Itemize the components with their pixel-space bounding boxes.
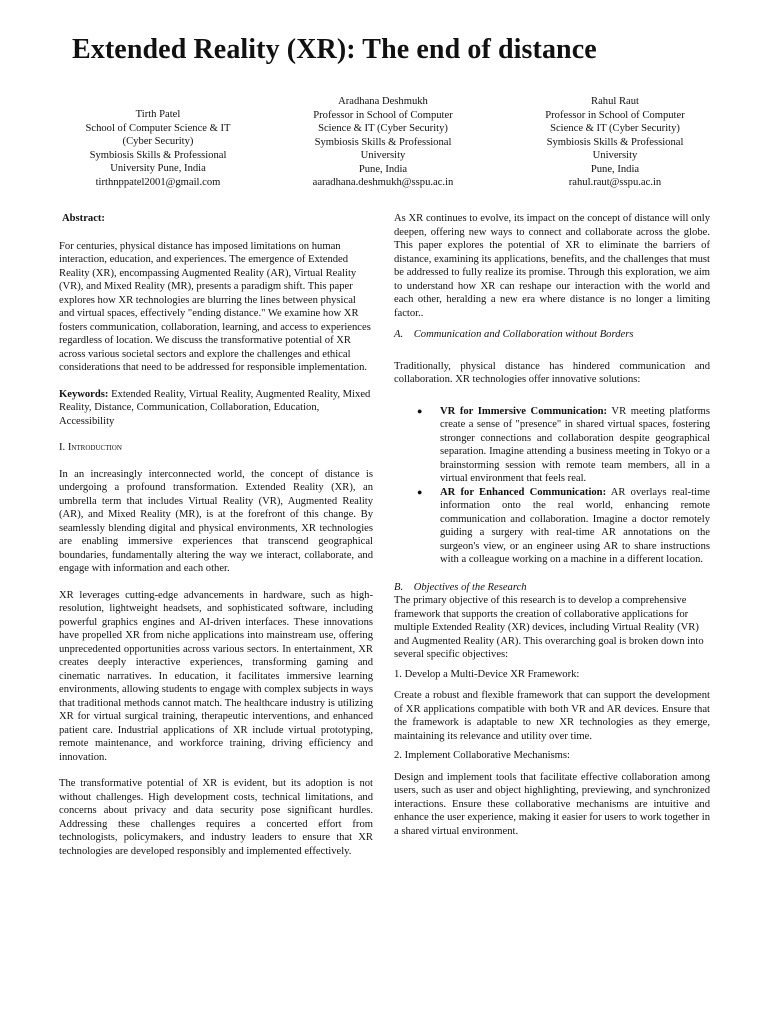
author-email: rahul.raut@sspu.ac.in: [568, 177, 662, 188]
list-item: [394, 405, 710, 486]
author-block-1: [58, 108, 258, 189]
section-heading-introduction: [59, 441, 373, 455]
list-item: [394, 486, 710, 567]
subsection-heading-b: B. Objectives of the Research: [394, 581, 527, 593]
bullet-title: VR for Immersive Communication:: [440, 405, 608, 417]
right-paragraph-2: Traditionally, physical distance has hindered communication and collaboration. XR technologies offer innovative solutions:: [394, 360, 710, 385]
objective-2-heading: 2. Implement Collaborative Mechanisms:: [394, 750, 570, 761]
author-affiliation-line: Pune, India: [358, 163, 408, 175]
bullet-icon: ●: [417, 405, 423, 416]
abstract-heading: Abstract:: [62, 213, 105, 224]
intro-paragraph-3: The transformative potential of XR is evident, but its adoption is not without challenges. High development costs, technical limitations, and concerns about privacy and data security pose significant hurdles. Addressing these challenges requires a concerted effort from technologists, policymakers, and industry leaders to ensure that XR technologies are developed responsibly and implemented effectively.: [59, 778, 373, 857]
author-block-3: [515, 95, 715, 190]
section-title: Introduction: [67, 442, 122, 453]
author-affiliation-line: Science & IT (Cyber Security): [318, 123, 448, 134]
keywords: [59, 388, 373, 429]
author-affiliation-line: Symbiosis Skills & Professional: [546, 136, 684, 148]
section-number: I.: [59, 442, 68, 453]
bullet-text: AR overlays real-time information onto the real world, enhancing remote communication and collaboration. Imagine a doctor remotely guiding a surgery with real-time AR annotations on the surgeon's view, or an engineer using AR to share instructions with a colleague working on a machine in a different location.: [440, 486, 710, 565]
intro-paragraph-1: In an increasingly interconnected world, the concept of distance is undergoing a profound transformation. Extended Reality (XR), an umbrella term that includes Virtual Reality (VR), Augmented Reality (AR), and Mixed Reality (MR), is at the forefront of this change. By seamlessly blending digital and physical environments, XR technologies are enabling immersive experiences that transcend geographical boundaries, fundamentally altering the way we interact, collaborate, and engage with information and each other.: [59, 468, 373, 574]
keywords-label: Keywords:: [59, 388, 109, 400]
bullet-title: AR for Enhanced Communication:: [440, 486, 607, 498]
author-affiliation-line: (Cyber Security): [122, 136, 194, 147]
left-column: [59, 212, 373, 858]
author-affiliation-line: Pune, India: [590, 163, 640, 175]
author-block-2: [283, 95, 483, 190]
right-paragraph-1: As XR continues to evolve, its impact on the concept of distance will only deepen, offering new ways to connect and collaborate across the globe. This paper explores the potential of XR to eliminate the barriers of distance, examining its applications, benefits, and the challenges that must be addressed to fully realize its promise. Through this exploration, we aim to understand how XR can reshape our interaction with the world and each other, heralding a new era where distance is no longer a limiting factor..: [394, 213, 710, 319]
intro-paragraph-2: XR leverages cutting-edge advancements in hardware, such as high-resolution, lightweight headsets, and sophisticated software, including powerful graphics engines and AI-driven interfaces. These innovations have propelled XR from niche applications into mainstream use, offering unprecedented opportunities across various sectors. In entertainment, XR creates deeply interactive experiences, transforming gaming and cinematic narratives. In education, it facilitates immersive learning environments, allowing students to engage with complex subjects in ways that traditional methods cannot match. The healthcare industry is utilizing XR for virtual surgical training, therapeutic interventions, and enhanced patient care. Industrial applications of XR include virtual prototyping, remote maintenance, and workforce training, driving efficiency and innovation.: [59, 589, 373, 763]
author-affiliation-line: School of Computer Science & IT: [85, 122, 231, 134]
author-name: Tirth Patel: [135, 109, 181, 120]
right-paragraph-4: Create a robust and flexible framework that can support the development of XR applications compatible with both VR and AR devices. Ensure that the framework is adaptable to new XR technologies as they emerge, maintaining its relevance and utility over time.: [394, 690, 710, 742]
author-affiliation-line: Symbiosis Skills & Professional: [89, 149, 227, 161]
objective-1-heading: 1. Develop a Multi-Device XR Framework:: [394, 668, 580, 680]
author-email: aaradhana.deshmukh@sspu.ac.in: [312, 177, 454, 188]
author-affiliation-line: Professor in School of Computer: [545, 109, 685, 121]
bullet-list: [394, 405, 710, 567]
keywords-list: Extended Reality, Virtual Reality, Augmented Reality, Mixed Reality, Distance, Communication, Collaboration, Education, Accessibility: [59, 388, 371, 427]
author-affiliation-line: Science & IT (Cyber Security): [550, 123, 680, 134]
author-affiliation-line: University: [592, 150, 638, 161]
paper-title: Extended Reality (XR): The end of distance: [72, 34, 597, 65]
right-paragraph-3: The primary objective of this research is to develop a comprehensive framework that supports the creation of collaborative applications for multiple Extended Reality (XR) devices, including Virtual Reality (VR) and Augmented Reality (AR). This overarching goal is broken down into several specific objectives:: [394, 595, 704, 660]
author-name: Aradhana Deshmukh: [338, 96, 428, 107]
author-affiliation-line: University: [360, 150, 406, 161]
right-column: [394, 212, 710, 838]
author-affiliation-line: University Pune, India: [110, 163, 206, 174]
author-email: tirthnppatel2001@gmail.com: [95, 176, 221, 188]
subsection-heading-a: A. Communication and Collaboration without Borders: [394, 329, 634, 340]
bullet-text: VR meeting platforms create a sense of "presence" in shared virtual spaces, fostering stronger connections and collaboration despite geographical separation. Imagine attending a business meeting in Tokyo or a brainstorming session with remote team members, all in a virtual environment that feels real.: [440, 405, 710, 484]
author-affiliation-line: Symbiosis Skills & Professional: [314, 136, 452, 148]
bullet-icon: ●: [417, 486, 423, 497]
right-paragraph-5: Design and implement tools that facilitate effective collaboration among users, such as user and object highlighting, previewing, and synchronized interactions. Ensure these collaborative mechanisms are intuitive and enhance the user experience, making it easier for users to work together in a shared virtual environment.: [394, 771, 710, 837]
abstract-text: For centuries, physical distance has imposed limitations on human interaction, education, and experiences. The emergence of Extended Reality (XR), encompassing Augmented Reality (AR), Virtual Reality (VR), and Mixed Reality (MR), presents a paradigm shift. This paper explores how XR technologies are blurring the lines between physical and virtual spaces, effectively "ending distance." We examine how XR fosters communication, collaboration, learning, and access to experiences regardless of location. We discuss the transformative potential of XR across various societal sectors and explore the challenges and ethical considerations that need to be addressed for responsible implementation.: [59, 240, 371, 373]
author-affiliation-line: Professor in School of Computer: [313, 109, 453, 121]
author-name: Rahul Raut: [591, 96, 639, 107]
